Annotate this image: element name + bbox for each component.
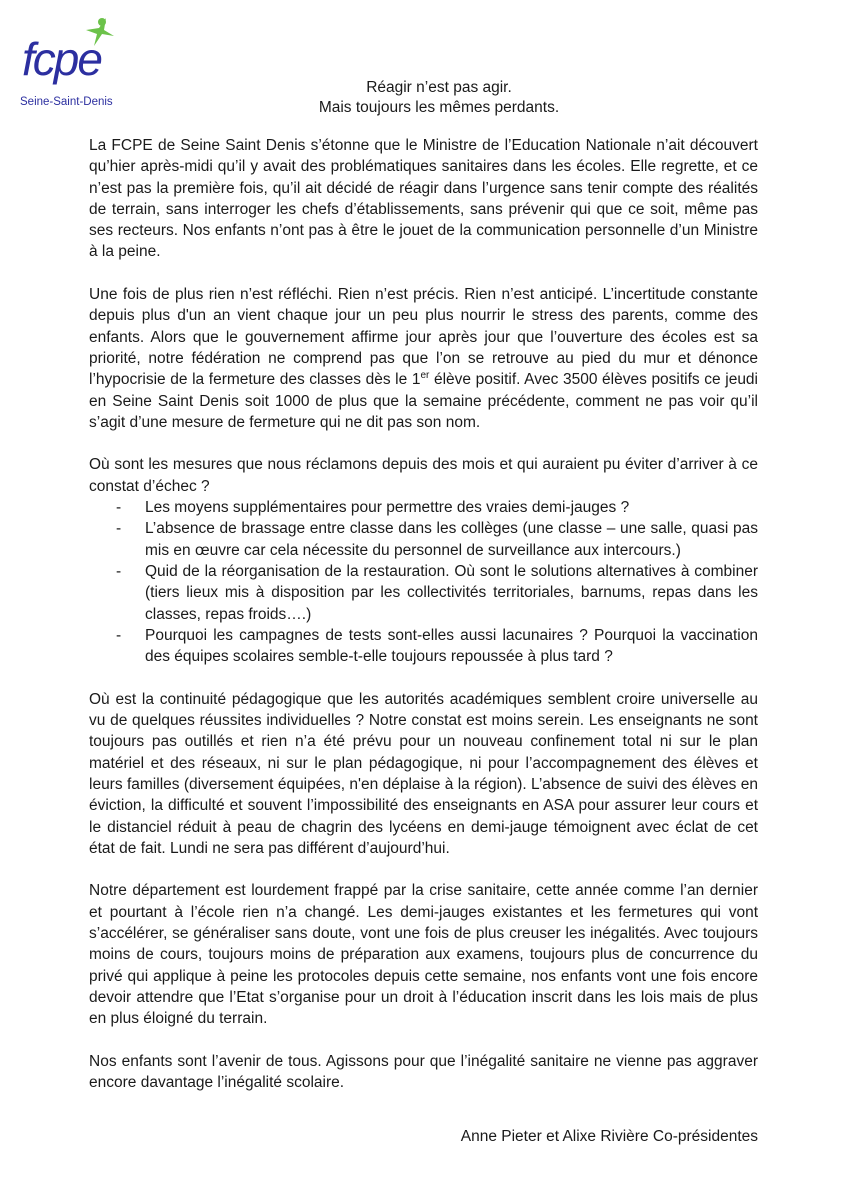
list-dash: -: [116, 562, 122, 580]
list-dash: -: [116, 499, 122, 517]
title-line-2: Mais toujours les mêmes perdants.: [318, 99, 560, 116]
logo-subtitle: Seine-Saint-Denis: [20, 96, 113, 108]
list-item: [89, 561, 758, 625]
paragraph-2: [89, 284, 758, 433]
demands-list: [89, 497, 758, 667]
list-item-text: Pourquoi les campagnes de tests sont-elles aussi lacunaires ? Pourquoi la vaccination des équipes scolaires semble-t-elle toujours repoussée à plus tard ?: [145, 626, 758, 666]
list-item: [89, 518, 758, 561]
paragraph-2-text-a: Une fois de plus rien n’est réfléchi. Rien n’est précis. Rien n’est anticipé. L’incertitude constante depuis plus d'un an vient chaque jour un peu plus nourrir le stress des parents, comme des enfants. Alors que le gouvernement affirme jour après jour que l’ouverture des écoles est sa priorité, notre fédération ne comprend pas que l’on se retrouve au pied du mur et dénonce l’hypocrisie de la fermeture des classes dès le 1: [89, 286, 758, 389]
paragraph-3: Où sont les mesures que nous réclamons depuis des mois et qui auraient pu éviter d’arriver à ce constat d’échec ?: [89, 456, 758, 495]
list-item-text: L’absence de brassage entre classe dans les collèges (une classe – une salle, quasi pas mis en œuvre car cela nécessite du personnel de surveillance aux intercours.): [145, 520, 758, 559]
document-body: [89, 135, 758, 1115]
title-line-1: Réagir n’est pas agir.: [366, 79, 512, 96]
paragraph-1: La FCPE de Seine Saint Denis s’étonne que le Ministre de l’Education Nationale n’ait découvert qu’hier après-midi qu’il y avait des problématiques sanitaires dans les écoles. Elle regrette, et ce n’est pas la première fois, qu’il ait décidé de réagir dans l’urgence sans tenir compte des réalités de terrain, sans interroger les chefs d’établissements, sans prévenir qui que ce soit, même pas ses recteurs. Nos enfants n’ont pas à être le jouet de la communication personnelle d’un Ministre à la peine.: [89, 137, 758, 261]
signature: Anne Pieter et Alixe Rivière Co-présidentes: [460, 1128, 758, 1145]
document-title: [0, 78, 843, 118]
list-dash: -: [116, 626, 122, 644]
list-item: [89, 497, 758, 518]
logo-wordmark: fcpe: [22, 33, 101, 85]
list-item-text: Quid de la réorganisation de la restauration. Où sont le solutions alternatives à combiner (tiers lieux mis à disposition par les collectivités territoriales, barnums, repas dans les classes, repas froids….): [145, 562, 758, 623]
list-item: [89, 625, 758, 668]
paragraph-5: Notre département est lourdement frappé par la crise sanitaire, cette année comme l’an dernier et pourtant à l’école rien n’a changé. Les demi-jauges existantes et les fermetures qui vont s’accélérer, se généraliser sans doute, vont une fois de plus creuser les inégalités. Avec toujours moins de cours, toujours moins de préparation aux examens, toujours plus de concurrence du privé qui applique à peine les protocoles depuis cette semaine, nos enfants vont une fois encore devoir attendre que l’Etat s’organise pour un droit à l’éducation inscrit dans les lois mais de plus en plus éloigné du terrain.: [89, 882, 758, 1028]
paragraph-4: Où est la continuité pédagogique que les autorités académiques semblent croire universelle au vu de quelques réussites individuelles ? Notre constat est moins serein. Les enseignants ne sont toujours pas outillés et rien n’a été prévu pour un nouveau confinement total ni sur le plan matériel et des réseaux, ni sur le plan pédagogique, ni pour l’accompagnement des élèves et leurs familles (diversement équipées, n'en déplaise à la région). L’absence de suivi des élèves en éviction, la difficulté et souvent l’impossibilité des enseignants en ASA pour assurer leur cours et le distanciel réduit à peau de chagrin des lycéens en demi-jauge témoignent avec éclat de cet état de fait. Lundi ne sera pas différent d’aujourd’hui.: [89, 690, 758, 857]
list-dash: -: [116, 520, 122, 538]
list-item-text: Les moyens supplémentaires pour permettre des vraies demi-jauges ?: [145, 499, 630, 517]
paragraph-2-text-b: élève positif. Avec 3500 élèves positifs ce jeudi en Seine Saint Denis soit 1000 de plus que la semaine précédente, comment ne pas voir qu’il s’agit d’une mesure de fermeture qui ne dit pas son nom.: [89, 371, 758, 431]
paragraph-6: Nos enfants sont l’avenir de tous. Agissons pour que l’inégalité sanitaire ne vienne pas aggraver encore davantage l’inégalité scolaire.: [89, 1052, 758, 1092]
superscript-er: er: [420, 370, 430, 382]
